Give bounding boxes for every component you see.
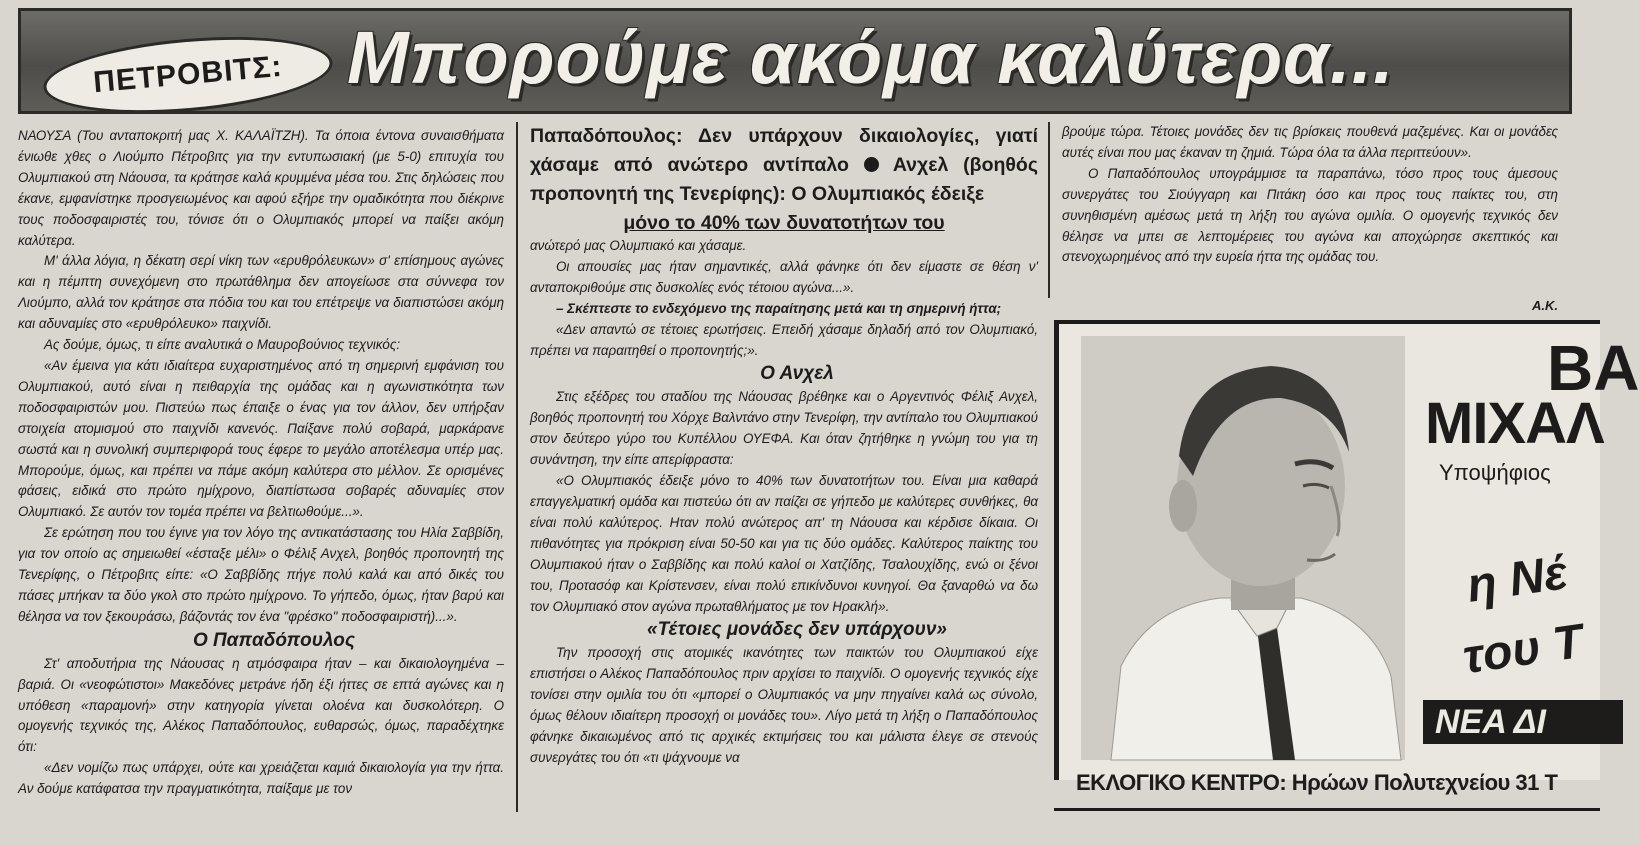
oval-label: ΠΕΤΡΟΒΙΤΣ:: [92, 49, 284, 100]
subheading: «Τέτοιες μονάδες δεν υπάρχουν»: [647, 619, 947, 641]
bullet-icon: [864, 157, 879, 172]
paragraph: «Δεν απαντώ σε τέτοιες ερωτήσεις. Επειδή χάσαμε δηλαδή από τον Ολυμπιακό, πρέπει να παραιτηθεί ο προπονητής;».: [530, 321, 1038, 358]
subheading: Ο Παπαδόπουλος: [192, 629, 356, 651]
column-divider: [1048, 122, 1050, 298]
paragraph: «Αν έμεινα για κάτι ιδιαίτερα ευχαριστημένος από τη σημερινή εμφάνιση του Ολυμπιακού, αυτό είναι η πειθαρχία της ομάδας και η αγωνιστικότητα των ποδοσφαιριστών μου. Πιστεύω πως έπαιξε ο ένας για τον άλλον, δεν υπήρξαν στοιχεία ατομισμού στο παιχνίδι κανενός. Παίξανε πολύ σοβαρά, μαρκάρανε σωστά και η συνολική συμπεριφορά τους έφερε το μεγάλο αποτέλεσμα υπέρ μας. Μπορούμε, όμως, και πρέπει να πάμε ακόμη καλύτερα στο μέλλον. Σε ορισμένες φάσεις, ειδικά στο πρώτο ημίχρονο, διαπίστωσα σοβαρές αδυναμίες στον Ολυμπιακό. Σε αυτόν τον τομέα πρέπει να βελτιωθούμε...».: [18, 357, 504, 520]
campaign-ad: [1054, 320, 1639, 780]
article-column-3: [1062, 122, 1558, 302]
question: – Σκέπτεστε το ενδεχόμενο της παραίτησης μετά και τη σημερινή ήττα;: [556, 300, 1002, 316]
ad-party-badge: ΝΕΑ ΔΙ: [1423, 700, 1623, 744]
candidate-photo: [1081, 336, 1405, 760]
name-oval: [40, 26, 335, 123]
paragraph: ΝΑΟΥΣΑ (Του ανταποκριτή μας Χ. ΚΑΛΑΪΤΖΗ). Τα όποια έντονα συναισθήματα ένιωθε χθες ο Λιούμπο Πέτροβιτς για την εντυπωσιακή (με 5-0) επιτυχία του Ολυμπιακού στη Νάουσα, τα κράτησε καλά κρυμμένα μέσα του. Στις δηλώσεις που έκανε, εμφανίστηκε προσγειωμένος και αφού εξήρε την ομαδικότητα που διέκρινε τους ποδοσφαιριστές του, τόνισε ότι ο Ολυμπιακός μπορεί να παίξει ακόμη καλύτερα.: [18, 128, 504, 248]
ad-candidate-label: Υποψήφιος: [1439, 460, 1551, 485]
ad-office-address: ΕΚΛΟΓΙΚΟ ΚΕΝΤΡΟ: Ηρώων Πολυτεχνείου 31 Τ: [1076, 770, 1558, 795]
paragraph: βρούμε τώρα. Τέτοιες μονάδες δεν τις βρίσκεις πουθενά μαζεμένες. Και οι μονάδες αυτές είναι που μας έκαναν τη ζημιά. Τώρα όλα τα άλλα περιττεύουν».: [1062, 124, 1558, 160]
paragraph: Μ' άλλα λόγια, η δέκατη σερί νίκη των «ερυθρόλευκων» σ' επίσημους αγώνες και η πέμπτη συνεχόμενη στο πρωτάθλημα δεν απογείωσε στα σύννεφα τον Λιούμπο, αλλά τον κράτησε στα πόδια του και του επέτρεψε να διαπιστώσει ακόμη και αδυναμίες στο «ερυθρόλευκο» παιχνίδι.: [18, 253, 504, 332]
paragraph: «Ο Ολυμπιακός έδειξε μόνο το 40% των δυνατοτήτων του. Είναι μια καθαρά επαγγελματική ομάδα και πιστεύω ότι αν παίζει σε γήπεδο με καλύτερες συνθήκες, θα είναι πολύ καλύτερος. Ηταν πολύ ανώτερος απ' τη Νάουσα και κέρδισε δίκαια. Οι πιθανότητες για πρόκριση είναι 50-50 και για τις δύο ομάδες. Καλύτερος παίκτης του Ολυμπιακού ήταν ο Σαββίδης και πολύ καλοί οι Χατζίδης, Τσαλουχίδης, ενώ οι ξένοι του, Προτασόφ και Κρίστενσεν, είναι πολύ επικίνδυνοι κυνηγοί. Θα ξαναρθώ να δω τον Ολυμπιακό στον αγώνα πρωταθλήματος με τον Ηρακλή».: [530, 473, 1038, 614]
deck-line: μόνο το 40% των δυνατοτήτων του: [623, 212, 945, 234]
portrait-image: [1081, 336, 1405, 760]
ad-slogan-line: του Τ: [1459, 614, 1587, 685]
ad-candidate-name: ΜΙΧΑΛ: [1425, 391, 1604, 456]
article-column-1: [18, 126, 504, 806]
article-column-2: [530, 236, 1038, 816]
ad-slogan-line: η Νέ: [1463, 546, 1571, 613]
ad-name-initial: ΒΑ: [1547, 332, 1639, 404]
deck-line: Παπαδόπουλος: Δεν υπάρχουν δικαιολογίες, γιατί χάσαμε από ανώτερο αντίπαλο: [530, 125, 1038, 176]
article-deck: [530, 122, 1038, 238]
ad-bottom-rule: [1054, 808, 1600, 811]
deck-line: Ανχελ (βοηθός προπονητή της Τενερίφης): Ο Ολυμπιακός έδειξε: [530, 154, 1038, 205]
column-divider: [516, 122, 518, 812]
subheading: Ο Ανχελ: [760, 363, 834, 385]
paragraph: Οι απουσίες μας ήταν σημαντικές, αλλά φάνηκε ότι δεν είμαστε σε θέση ν' ανταποκριθούμε στις δυσκολίες ενός τέτοιου αγώνα...».: [530, 258, 1038, 295]
paragraph: Την προσοχή στις ατομικές ικανότητες των παικτών του Ολυμπιακού είχε επιστήσει ο Αλέκος Παπαδόπουλος πριν αρχίσει το παιχνίδι. Ο ομογενής τεχνικός είχε τονίσει στην ομιλία του ότι «μπορεί ο Ολυμπιακός να μην πηγαίνει καλά ως σύνολο, όμως θέλουν ιδιαίτερη προσοχή οι μονάδες του». Λίγο μετά τη λήξη ο Παπαδόπουλος φάνηκε δικαιωμένος από τις αρχικές εκτιμήσεις του και μάλιστα έλεγε σε στενούς συνεργάτες του ότι «τι ψάχνουμε να: [530, 645, 1038, 765]
paragraph: Ας δούμε, όμως, τι είπε αναλυτικά ο Μαυροβούνιος τεχνικός:: [44, 337, 401, 353]
paragraph: Στ' αποδυτήρια της Νάουσας η ατμόσφαιρα ήταν – και δικαιολογημένα – βαριά. Οι «νεοφώτιστοι» Μακεδόνες μετράνε ήδη έξι ήττες σε επτά αγώνες και η υπόθεση «παραμονή» στην κατηγορία γίνεται ολοένα και δυσκολότερη. Ο ομογενής τεχνικός της, Αλέκος Παπαδόπουλος, ευθαρσώς, όμως, παραδέχτηκε ότι:: [18, 655, 504, 755]
paragraph: «Δεν νομίζω πως υπάρχει, ούτε και χρειάζεται καμιά δικαιολογία για την ήττα. Αν δούμε κατάφατσα την πραγματικότητα, παίξαμε με τον: [18, 760, 504, 797]
paragraph: ανώτερό μας Ολυμπιακό και χάσαμε.: [530, 238, 747, 253]
headline-banner: [18, 8, 1572, 114]
paragraph: Ο Παπαδόπουλος υπογράμμισε τα παραπάνω, τόσο προς τους άμεσους συνεργάτες του Σιούγγαρη και Πιτάκη όσο και προς τους παίκτες του, στη συνηθισμένη αμέσως μετά τη λήξη του αγώνα ομιλία. Ο ομογενής τεχνικός δεν θέλησε να μπει σε λεπτομέρειες του αγώνα και αποχώρησε σκεπτικός και στενοχωρημένος από την ευρεία ήττα της ομάδας του.: [1062, 165, 1558, 265]
author-initials: Α.Κ.: [1532, 298, 1558, 313]
paragraph: Στις εξέδρες του σταδίου της Νάουσας βρέθηκε και ο Αργεντινός Φέλιξ Ανχελ, βοηθός προπονητή του Χόρχε Βαλντάνο στην Τενερίφη, την αντίπαλο του Ολυμπιακού στον δεύτερο γύρο του Κυπέλλου ΟΥΕΦΑ. Και όταν ζητήθηκε η γνώμη του για τη συνάντηση, την είπε απερίφραστα:: [530, 389, 1038, 468]
headline: Μπορούμε ακόμα καλύτερα...: [347, 16, 1395, 99]
paragraph: Σε ερώτηση που του έγινε για τον λόγο της αντικατάστασης του Ηλία Σαββίδη, για τον οποίο ας σημειωθεί «έσταξε μέλι» ο Φέλιξ Ανχελ, βοηθός προπονητή της Τενερίφης, ο Πέτροβιτς είπε: «Ο Σαββίδης πήγε πολύ καλά και από δικές του πάσες μπήκαν τα δύο γκολ στο πρώτο ημίχρονο. Το γήπεδο, όμως, ήταν βαρύ και θέλησα να τον ξεκουράσω, βάζοντάς τον ένα "φρέσκο" ποδοσφαιριστή)...».: [18, 525, 504, 624]
